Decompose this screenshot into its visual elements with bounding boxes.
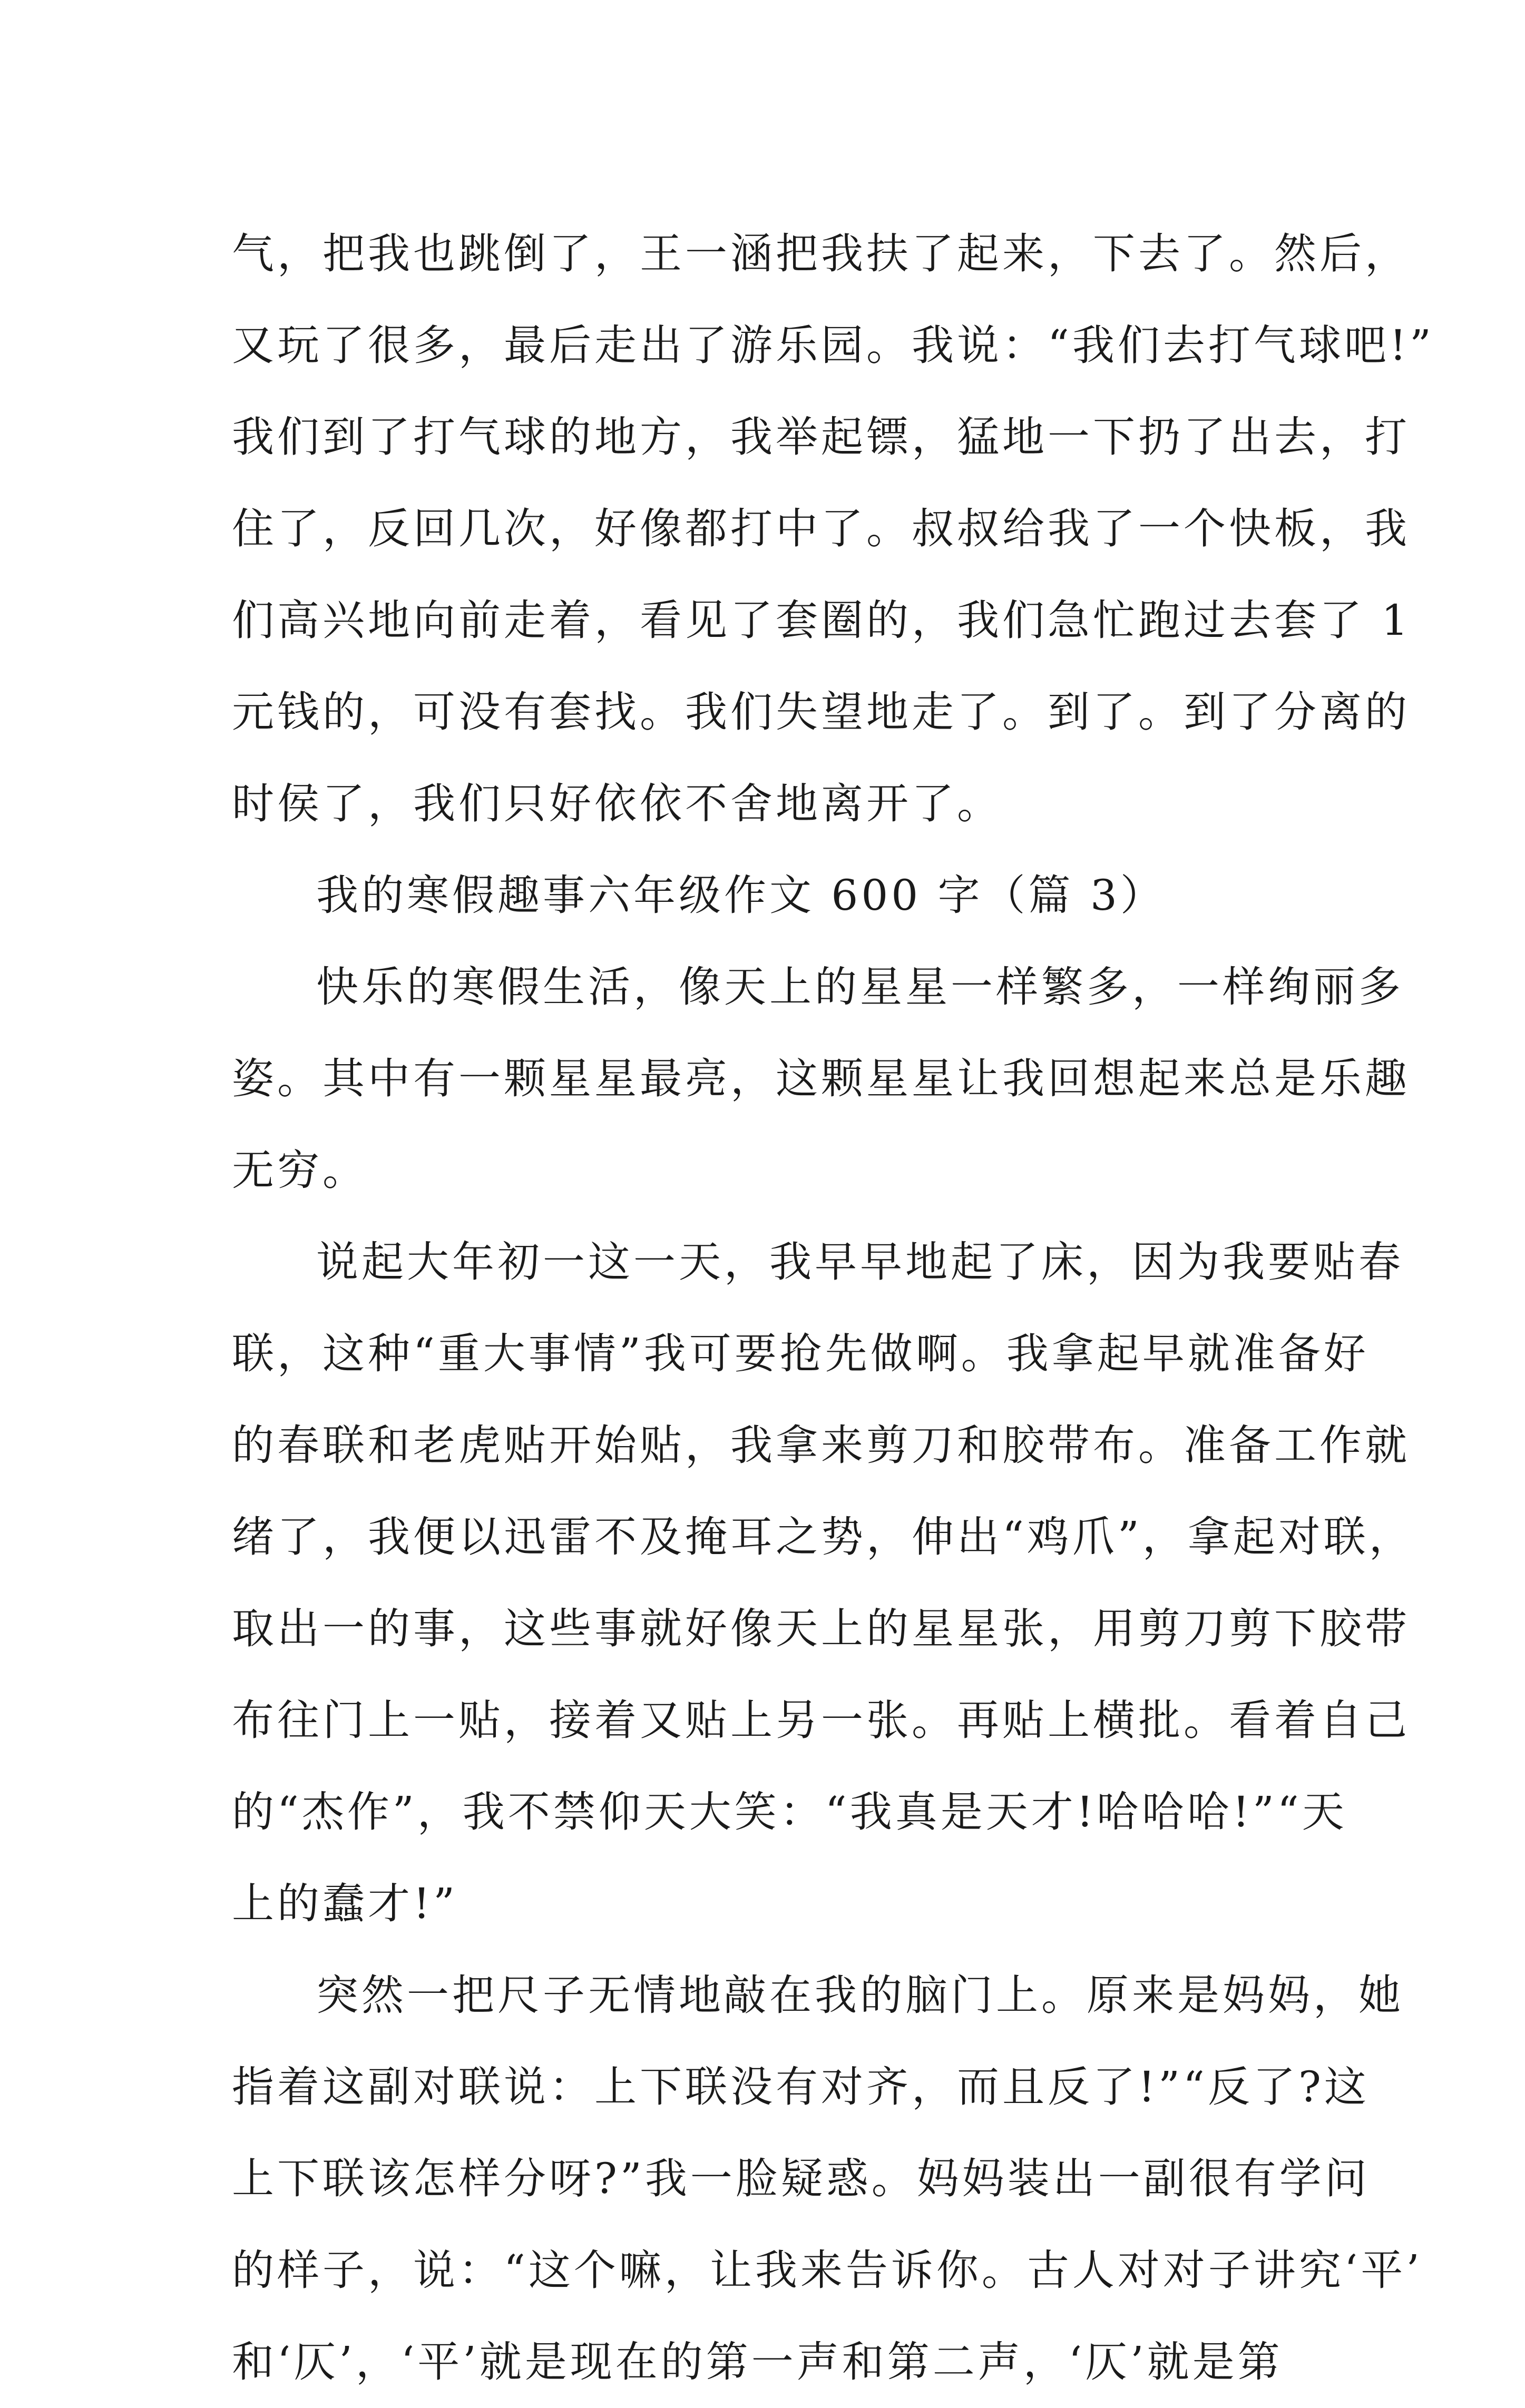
text-line: 们高兴地向前走着，看见了套圈的，我们急忙跑过去套了 1 xyxy=(232,596,1412,645)
text-line: 的“杰作”，我不禁仰天大笑：“我真是天才!哈哈哈!”“天 xyxy=(232,1787,1347,1836)
text-line: 元钱的，可没有套找。我们失望地走了。到了。到了分离的 xyxy=(232,687,1410,736)
paragraph-start-line: 快乐的寒假生活，像天上的星星一样繁多，一样绚丽多 xyxy=(316,962,1404,1011)
body-text xyxy=(232,208,1434,2408)
text-line: 指着这副对联说：上下联没有对齐，而且反了!”“反了?这 xyxy=(232,2062,1370,2111)
text-line: 上下联该怎样分呀?”我一脸疑惑。妈妈装出一副很有学问 xyxy=(232,2154,1370,2203)
text-line: 的春联和老虎贴开始贴，我拿来剪刀和胶带布。准备工作就 xyxy=(232,1421,1410,1470)
text-line: 和‘仄’，‘平’就是现在的第一声和第二声，‘仄’就是第 xyxy=(232,2337,1283,2386)
text-line: 又玩了很多，最后走出了游乐园。我说：“我们去打气球吧!” xyxy=(232,321,1434,370)
text-line: 绪了，我便以迅雷不及掩耳之势，伸出“鸡爪”，拿起对联， xyxy=(232,1512,1414,1561)
paragraph-start-line: 突然一把尺子无情地敲在我的脑门上。原来是妈妈，她 xyxy=(316,1971,1404,2020)
text-line: 住了，反回几次，好像都打中了。叔叔给我了一个快板，我 xyxy=(232,504,1410,553)
text-line: 姿。其中有一颗星星最亮，这颗星星让我回想起来总是乐趣 xyxy=(232,1054,1410,1103)
text-line: 时侯了，我们只好依依不舍地离开了。 xyxy=(232,779,1002,828)
text-line: 我们到了打气球的地方，我举起镖，猛地一下扔了出去，打 xyxy=(232,412,1410,461)
text-line: 联，这种“重大事情”我可要抢先做啊。我拿起早就准备好 xyxy=(232,1329,1369,1378)
section-heading: 我的寒假趣事六年级作文 600 字（篇 3） xyxy=(316,871,1166,920)
paragraph-start-line: 说起大年初一这一天，我早早地起了床，因为我要贴春 xyxy=(316,1237,1404,1286)
text-line: 无穷。 xyxy=(232,1146,368,1195)
text-line: 气，把我也跳倒了，王一涵把我扶了起来，下去了。然后， xyxy=(232,229,1410,278)
text-line: 的样子，说：“这个嘛，让我来告诉你。古人对对子讲究‘平’ xyxy=(232,2246,1423,2295)
text-line: 布往门上一贴，接着又贴上另一张。再贴上横批。看着自己 xyxy=(232,1696,1410,1745)
text-line: 取出一的事，这些事就好像天上的星星张，用剪刀剪下胶带 xyxy=(232,1604,1410,1653)
text-line: 上的蠢才!” xyxy=(232,1879,458,1928)
